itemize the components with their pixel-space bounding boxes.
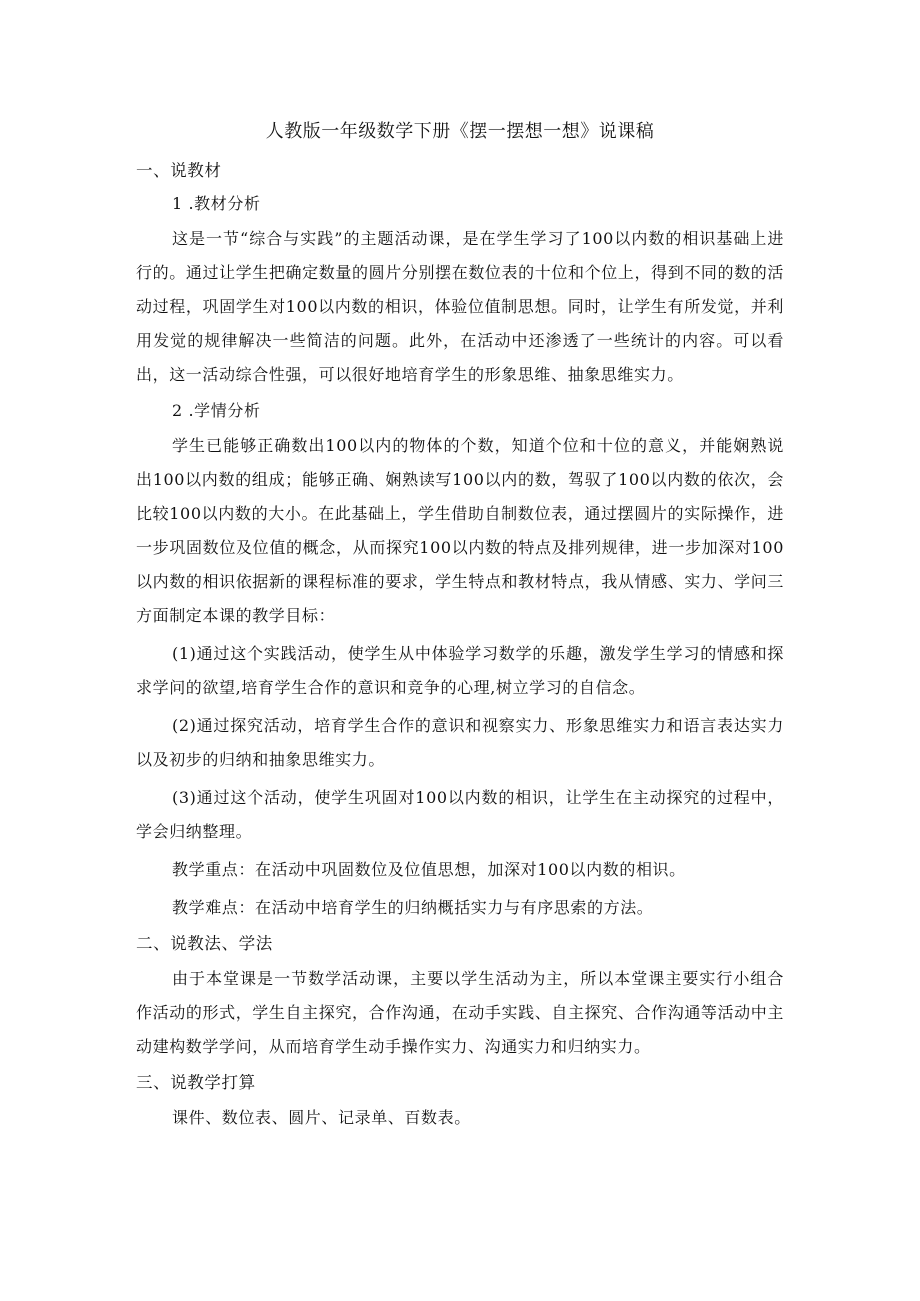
subheading-student-analysis: 2 .学情分析 — [172, 401, 261, 420]
goal-item-1: (1)通过这个实践活动，使学生从中体验学习数学的乐趣，激发学生学习的情感和探求学问的欲望,培育学生合作的意识和竞争的心理,树立学习的自信念。 — [136, 644, 784, 697]
subheading-material-analysis: 1 .教材分析 — [172, 194, 261, 213]
paragraph-preparation: 课件、数位表、圆片、记录单、百数表。 — [172, 1108, 471, 1127]
paragraph-student-analysis: 学生已能够正确数出100以内的物体的个数，知道个位和十位的意义，并能娴熟说出100以内数的组成；能够正确、娴熟读写100以内的数，驾驭了100以内数的依次，会比较100以内数的大小。在此基础上，学生借助自制数位表，通过摆圆片的实际操作，进一步巩固数位及位值的概念，从而探究100以内数的特点及排列规律，进一步加深对100以内数的相识依据新的课程标准的要求，学生特点和教材特点，我从情感、实力、学问三方面制定本课的教学目标： — [136, 436, 784, 625]
teaching-key-point: 教学重点：在活动中巩固数位及位值思想，加深对100以内数的相识。 — [172, 860, 686, 879]
document-body — [136, 156, 784, 1139]
paragraph-material-analysis: 这是一节“综合与实践”的主题活动课，是在学生学习了100以内数的相识基础上进行的。通过让学生把确定数量的圆片分别摆在数位表的十位和个位上，得到不同的数的活动过程，巩固学生对100以内数的相识，体验位值制思想。同时，让学生有所发觉，并利用发觉的规律解决一些简洁的问题。此外，在活动中还渗透了一些统计的内容。可以看出，这一活动综合性强，可以很好地培育学生的形象思维、抽象思维实力。 — [136, 229, 784, 384]
section-heading-3: 三、说教学打算 — [136, 1073, 256, 1092]
goal-item-2: (2)通过探究活动，培育学生合作的意识和视察实力、形象思维实力和语言表达实力以及初步的归纳和抽象思维实力。 — [136, 716, 784, 769]
section-heading-2: 二、说教法、学法 — [136, 934, 273, 953]
teaching-difficulty: 教学难点：在活动中培育学生的归纳概括实力与有序思索的方法。 — [172, 898, 654, 917]
section-heading-1: 一、说教材 — [136, 161, 222, 180]
goal-item-3: (3)通过这个活动，使学生巩固对100以内数的相识，让学生在主动探究的过程中，学会归纳整理。 — [136, 788, 784, 841]
paragraph-methods: 由于本堂课是一节数学活动课，主要以学生活动为主，所以本堂课主要实行小组合作活动的形式，学生自主探究，合作沟通，在动手实践、自主探究、合作沟通等活动中主动建构数学学问，从而培育学生动手操作实力、沟通实力和归纳实力。 — [136, 969, 784, 1056]
document-title: 人教版一年级数学下册《摆一摆想一想》说课稿 — [265, 121, 655, 142]
